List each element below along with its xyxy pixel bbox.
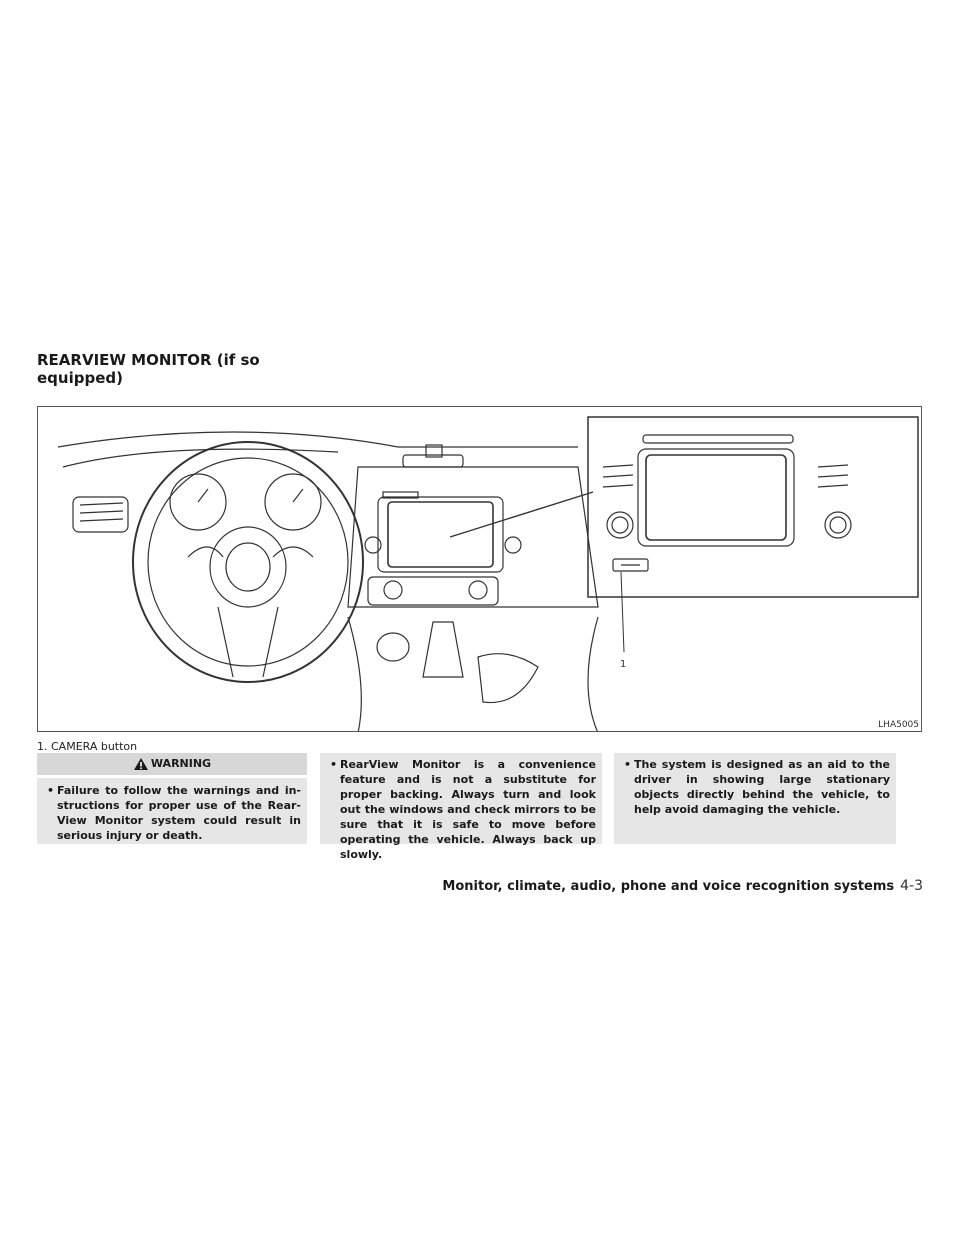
warning-box-2 [320, 753, 602, 861]
warning-item [620, 757, 890, 817]
warning-label: WARNING [150, 757, 212, 770]
warning-text: Failure to follow the warnings and instructions for proper use of the RearView Monitor system could result in serious injury or death. [57, 784, 301, 842]
figure-caption: 1. CAMERA button [37, 740, 138, 753]
callout-1-leader [621, 572, 624, 652]
callout-leader-line [450, 492, 593, 537]
warning-text: RearView Monitor is a convenience feature and is not a substitute for proper backing. Always turn and look out the windows and check mirrors to be sure that it is safe to move before operating the vehicle. Always back up slowly. [340, 758, 596, 861]
dashboard-line-drawing [38, 407, 922, 732]
inset-screen [646, 455, 786, 540]
center-screen [388, 502, 493, 567]
section-title: REARVIEW MONITOR (if so equipped) [37, 351, 260, 387]
page-number: 4-3 [900, 878, 923, 894]
warning-triangle-icon [133, 757, 149, 771]
footer-title: Monitor, climate, audio, phone and voice recognition systems [442, 879, 895, 894]
dashboard-illustration [37, 406, 922, 732]
inset-left-knob [607, 512, 633, 538]
inset-right-knob [825, 512, 851, 538]
callout-1-number: 1 [620, 659, 627, 670]
bullet-mark: • [47, 784, 55, 797]
warning-text: The system is designed as an aid to the driver in showing large stationary objects directly behind the vehicle, to help avoid damaging the vehicle. [634, 758, 890, 816]
warning-header [37, 753, 307, 775]
warning-box-1 [37, 778, 307, 844]
warning-box-3 [614, 753, 896, 844]
bullet-mark: • [330, 758, 338, 771]
dash-top-line [58, 432, 578, 447]
steering-wheel-rim [133, 442, 363, 682]
warning-item [326, 757, 596, 862]
steering-wheel-hub [210, 527, 286, 607]
left-air-vent [73, 497, 128, 532]
page-footer [442, 878, 923, 894]
warning-item [43, 783, 301, 843]
gear-shifter [423, 622, 463, 677]
bullet-mark: • [624, 758, 632, 771]
figure-code: LHA5005 [878, 720, 919, 730]
